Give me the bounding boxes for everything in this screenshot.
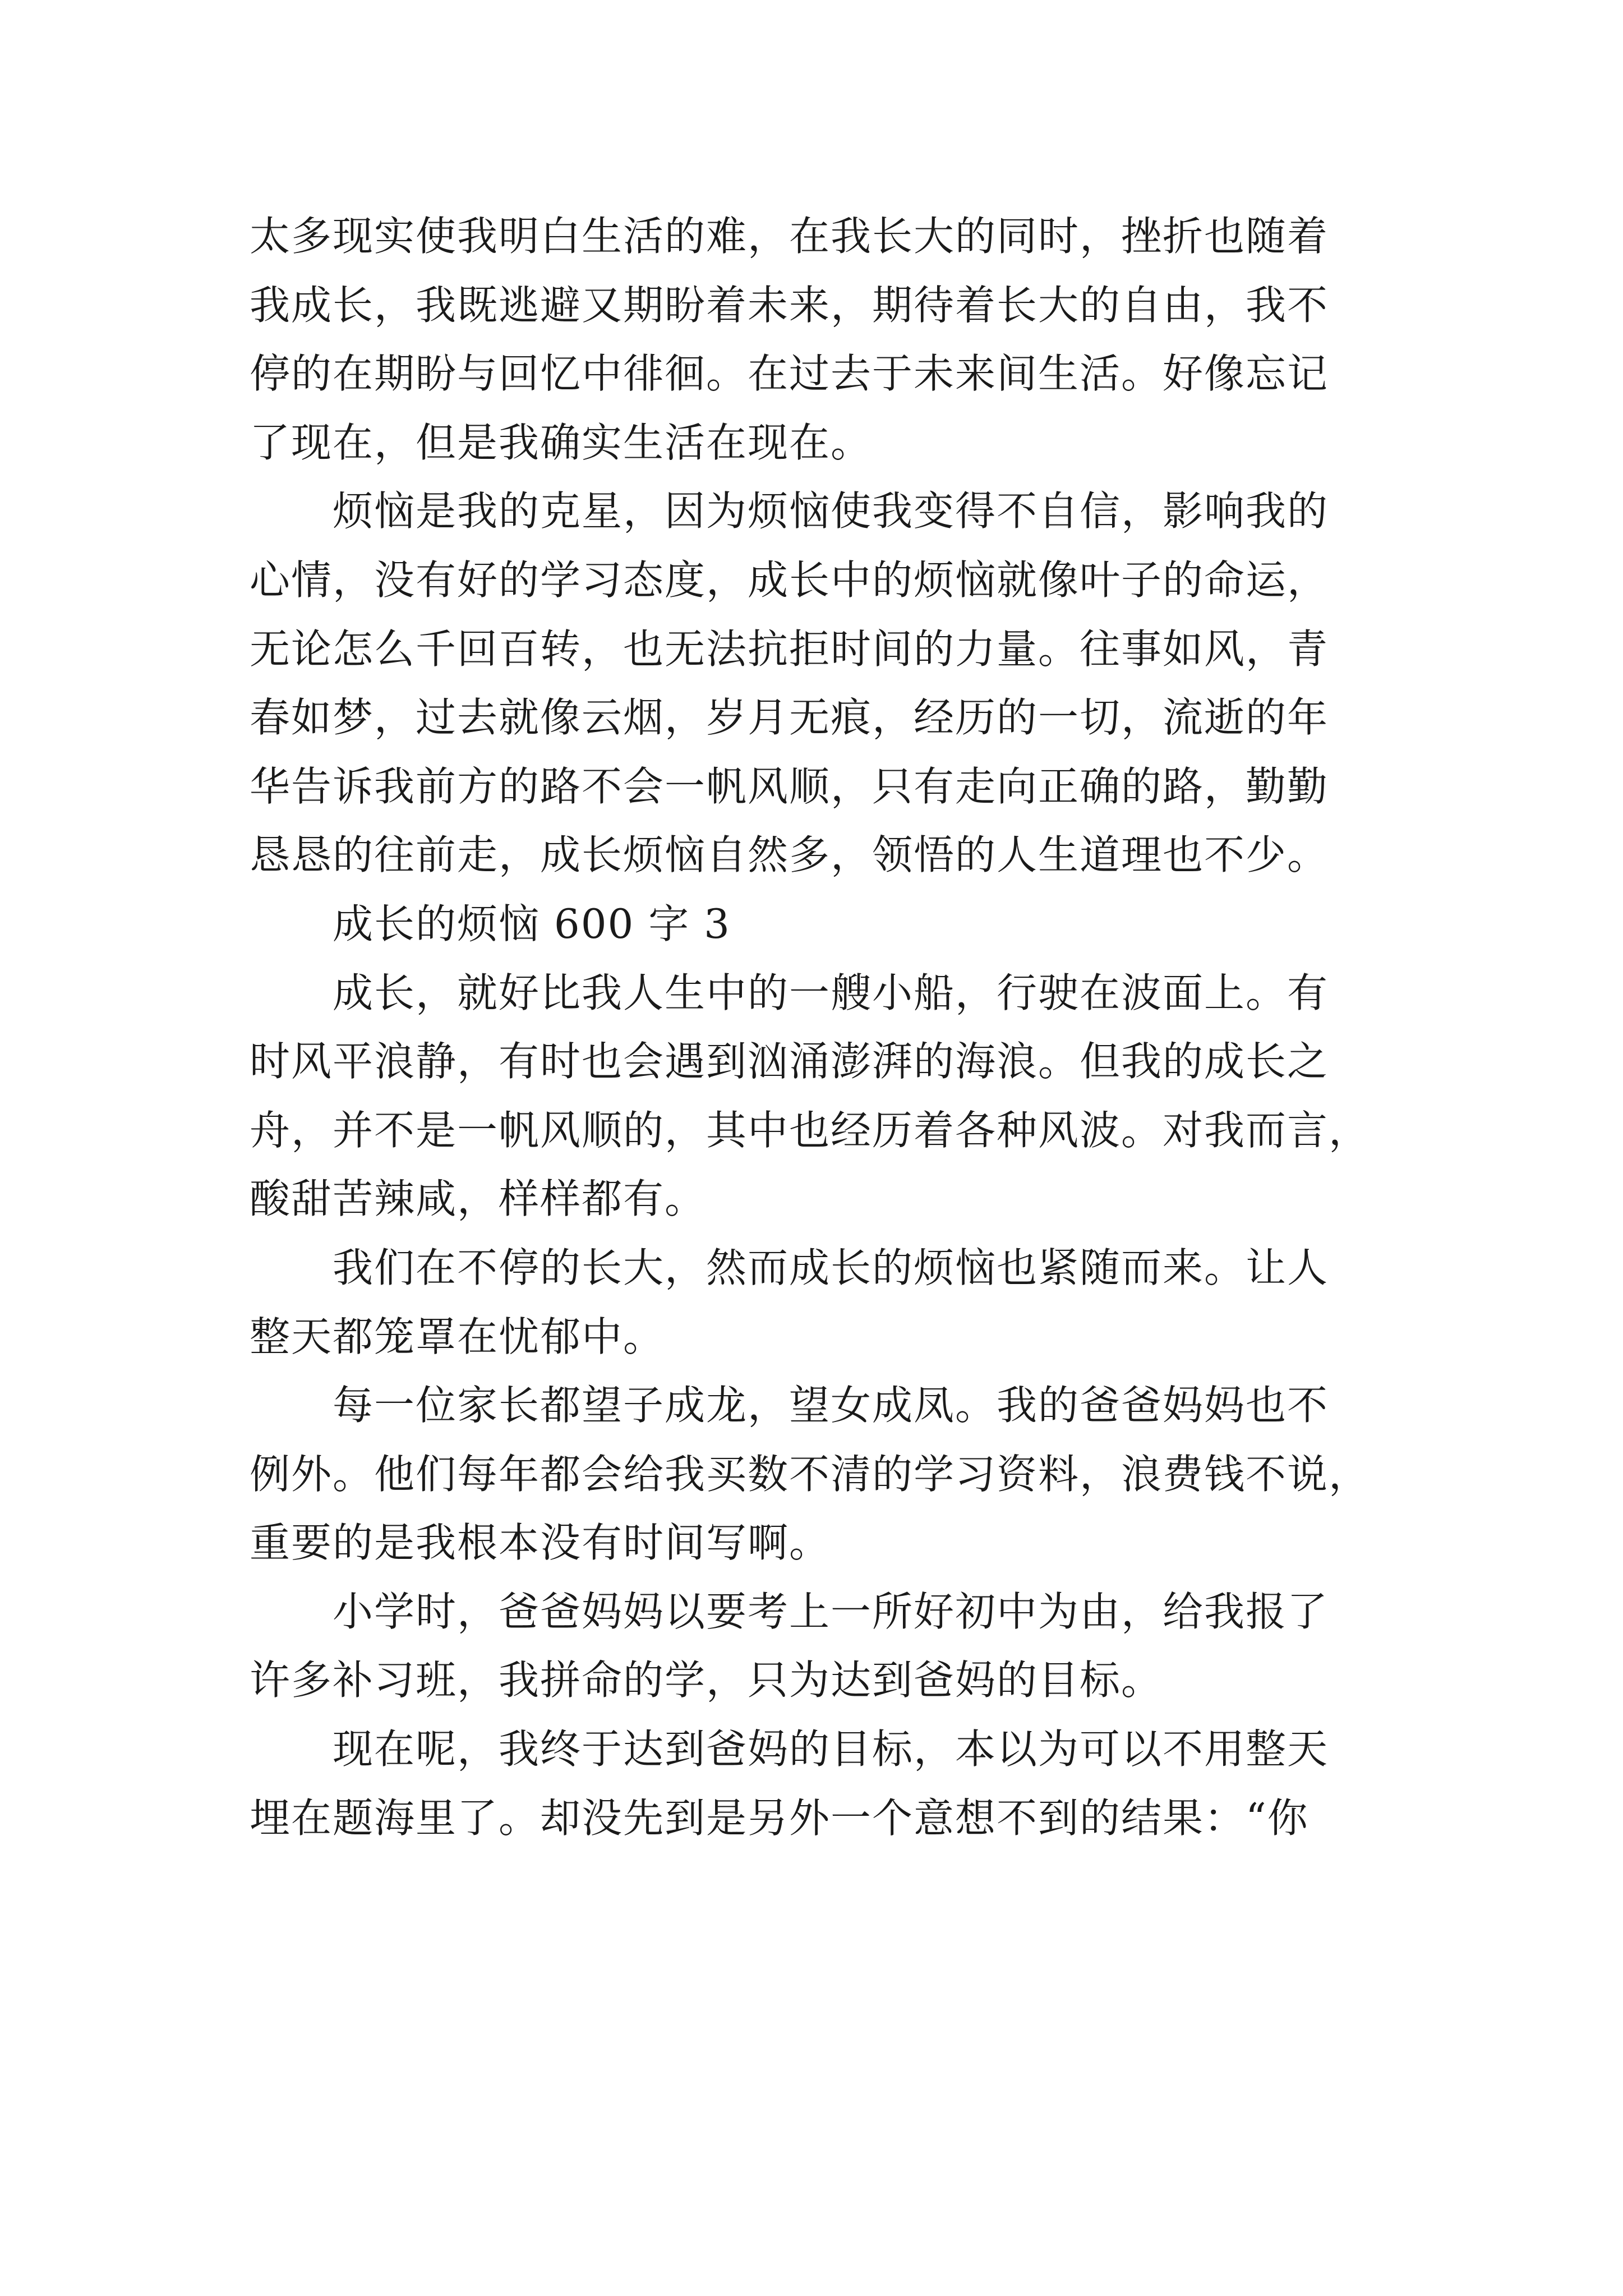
body-text (250, 202, 1396, 1852)
text-line: 太多现实使我明白生活的难，在我长大的同时，挫折也随着 (250, 213, 1329, 260)
text-line: 现在呢，我终于达到爸妈的目标，本以为可以不用整天 (250, 1726, 1329, 1773)
text-line: 恳恳的往前走，成长烦恼自然多，领悟的人生道理也不少。 (250, 831, 1329, 879)
text-line: 心情，没有好的学习态度，成长中的烦恼就像叶子的命运， (250, 556, 1329, 604)
text-line: 无论怎么千回百转，也无法抗拒时间的力量。往事如风，青 (250, 625, 1329, 673)
text-line: 我成长，我既逃避又期盼着未来，期待着长大的自由，我不 (250, 281, 1329, 329)
text-line: 华告诉我前方的路不会一帆风顺，只有走向正确的路，勤勤 (250, 762, 1329, 810)
text-line: 舟，并不是一帆风顺的，其中也经历着各种风波。对我而言， (250, 1106, 1371, 1154)
text-line: 时风平浪静，有时也会遇到汹涌澎湃的海浪。但我的成长之 (250, 1038, 1329, 1085)
text-line: 停的在期盼与回忆中徘徊。在过去于未来间生活。好像忘记 (250, 350, 1329, 398)
text-line: 小学时，爸爸妈妈以要考上一所好初中为由，给我报了 (250, 1588, 1329, 1635)
text-line: 春如梦，过去就像云烟，岁月无痕，经历的一切，流逝的年 (250, 694, 1329, 742)
text-line: 成长，就好比我人生中的一艘小船，行驶在波面上。有 (250, 969, 1329, 1016)
text-line: 重要的是我根本没有时间写啊。 (250, 1519, 831, 1567)
text-line: 酸甜苦辣咸，样样都有。 (250, 1175, 707, 1223)
text-line: 了现在，但是我确实生活在现在。 (250, 418, 873, 466)
text-line: 许多补习班，我拼命的学，只为达到爸妈的目标。 (250, 1657, 1163, 1704)
text-line: 例外。他们每年都会给我买数不清的学习资料，浪费钱不说， (250, 1450, 1371, 1498)
text-line: 埋在题海里了。却没先到是另外一个意想不到的结果：“你 (250, 1794, 1309, 1842)
text-line: 我们在不停的长大，然而成长的烦恼也紧随而来。让人 (250, 1244, 1329, 1291)
text-line: 整天都笼罩在忧郁中。 (250, 1313, 665, 1360)
section-heading: 成长的烦恼 600 字 3 (250, 900, 731, 947)
text-line: 烦恼是我的克星，因为烦恼使我变得不自信，影响我的 (250, 487, 1329, 535)
text-line: 每一位家长都望子成龙，望女成凤。我的爸爸妈妈也不 (250, 1382, 1329, 1429)
